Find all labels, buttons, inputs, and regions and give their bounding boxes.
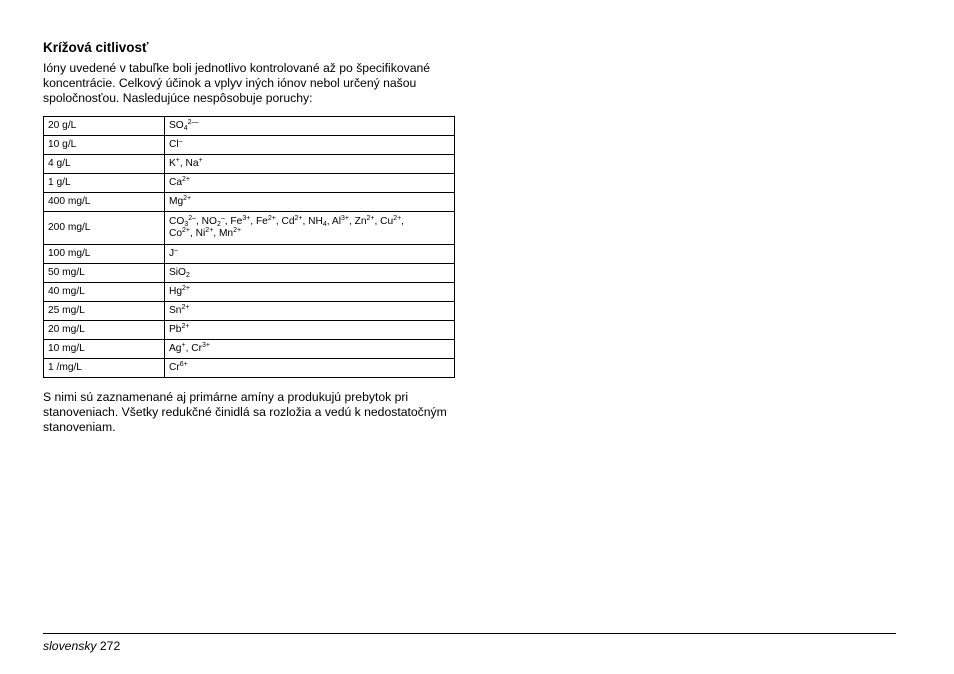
note-paragraph: S nimi sú zaznamenané aj primárne amíny a produkujú prebytok pri stanoveniach. Všetky redukčné činidlá sa rozložia a vedú k nedostatočným stanoveniam. [43,390,447,434]
ions-cell: $Ca^{2+}$ [165,174,455,193]
concentration-cell: 4 g/L [44,155,165,174]
table-row [44,174,455,193]
table-row [44,212,455,245]
table-row [44,245,455,264]
ions-cell: $Hg^{2+}$ [165,283,455,302]
page-number: 272 [99,639,121,653]
concentration-cell: 20 mg/L [44,321,165,340]
ions-cell: SiO$_2$ [165,264,455,283]
table-row [44,117,455,136]
concentration-cell: 25 mg/L [44,302,165,321]
cross-sensitivity-table [43,116,455,378]
ions-cell: $CO_3^{2-}$, $NO_2^-$, $Fe^{3+}$, $Fe^{2+}$, $Cd^{2+}$, $NH_4$, $Al^{3+}$, $Zn^{2+}$, $Cu^{2+}$, $Co^{2+}$, $Ni^{2+}$, $Mn^{2+}$ [165,212,455,245]
ions-cell: K+, Na+ [165,155,455,174]
footer-language: slovensky [43,639,97,653]
table-row [44,155,455,174]
ions-cell: $Pb^{2+}$ [165,321,455,340]
footer-divider [43,633,896,634]
ions-cell: Cl– [165,136,455,155]
ions-cell: $SO_4^{2—}$ [165,117,455,136]
table-row [44,193,455,212]
ions-cell: $Cr^{6+}$ [165,359,455,378]
concentration-cell: 20 g/L [44,117,165,136]
table-row [44,283,455,302]
ions-cell: $Sn^{2+}$ [165,302,455,321]
intro-paragraph: Ióny uvedené v tabuľke boli jednotlivo kontrolované až po špecifikované koncentrácie. Celkový účinok a vplyv iných iónov nebol určený našou spoločnosťou. Nasledujúce nespôsobuje poruchy: [43,61,431,105]
concentration-cell: 200 mg/L [44,212,165,245]
table-row [44,340,455,359]
table-body [44,117,455,378]
concentration-cell: 10 mg/L [44,340,165,359]
concentration-cell: 1 /mg/L [44,359,165,378]
ions-cell: J– [165,245,455,264]
section-heading: Krížová citlivosť [43,40,149,55]
concentration-cell: 100 mg/L [44,245,165,264]
concentration-cell: 400 mg/L [44,193,165,212]
concentration-cell: 50 mg/L [44,264,165,283]
table-row [44,264,455,283]
ions-cell: $Mg^{2+}$ [165,193,455,212]
table-row [44,321,455,340]
concentration-cell: 10 g/L [44,136,165,155]
concentration-cell: 1 g/L [44,174,165,193]
page-footer [43,639,120,653]
table-row [44,136,455,155]
table-row [44,359,455,378]
concentration-cell: 40 mg/L [44,283,165,302]
table-row [44,302,455,321]
ions-cell: Ag+, $Cr^{3+}$ [165,340,455,359]
